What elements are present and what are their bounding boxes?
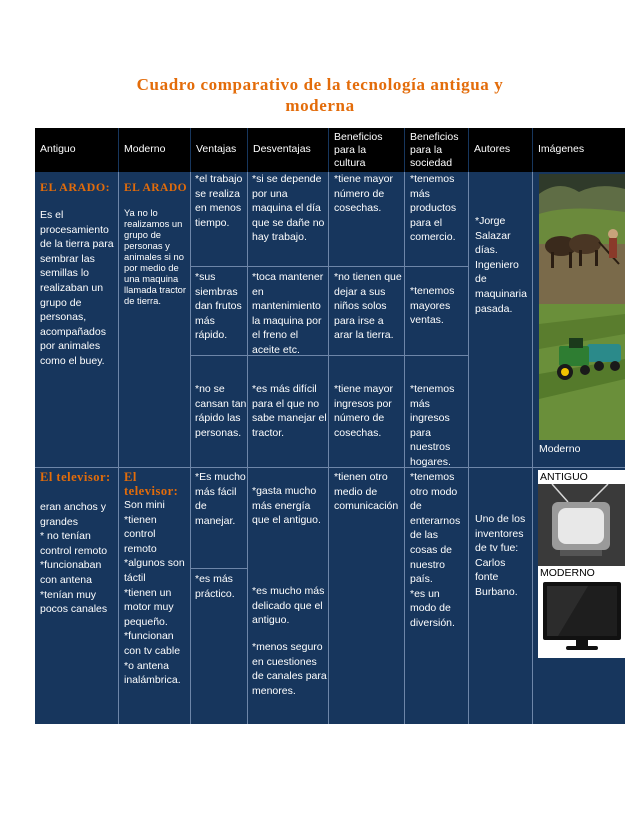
desventaja-arado-2: *toca mantener en mantenimiento la maquina por el freno el aceite etc. (252, 271, 324, 356)
arado-image-caption: Moderno (539, 443, 581, 455)
beneficio-sociedad-arado-3: *tenemos más ingresos para nuestros hogares. (410, 383, 455, 468)
ventaja-arado-3: *no se cansan tan rápido las personas. (195, 383, 247, 439)
moderno-tv-text: Son mini *tienen control remoto *algunos son táctil *tienen un motor muy pequeño. *funcionan con tv cable *o antena inalámbrica. (124, 499, 185, 687)
antiguo-tv-text: eran anchos y grandes * no tenían control remoto *funcionaban con antena *tenían muy pocos canales (40, 501, 108, 616)
desventaja-arado-1: *si se depende por una maquina el día que se dañe no hay trabajo. (252, 173, 325, 244)
header-antiguo: Antiguo (35, 128, 118, 172)
arado-photo (539, 174, 625, 440)
header-moderno: Moderno (119, 128, 190, 172)
ventaja-tv-1: *Es mucho más fácil de manejar. (195, 471, 246, 527)
beneficio-cultura-arado-3: *tiene mayor ingresos por número de cosechas. (334, 383, 393, 439)
header-imagenes: Imágenes (533, 128, 625, 172)
beneficio-sociedad-arado-1: *tenemos más productos para el comercio. (410, 173, 457, 244)
desventaja-tv-3: *menos seguro en cuestiones de canales para menores. (252, 641, 327, 697)
header-ventajas: Ventajas (191, 128, 247, 172)
beneficio-sociedad-tv: *tenemos otro modo de enterarnos de las cosas de nuestro país. *es un modo de diversión. (410, 471, 461, 629)
moderno-arado-cell (124, 181, 188, 306)
ventaja-tv-2: *es más práctico. (195, 573, 235, 600)
autores-tv: Uno de los inventores de tv fue: Carlos fonte Burbano. (475, 513, 526, 598)
desventaja-tv-2: *es mucho más delicado que el antiguo. (252, 585, 325, 627)
antiguo-arado-heading: EL ARADO: (40, 180, 111, 194)
ventaja-arado-1: *el trabajo se realiza en menos tiempo. (195, 173, 243, 229)
ventaja-arado-2: *sus siembras dan frutos más rápido. (195, 271, 242, 342)
moderno-tv-heading: El televisor: (124, 470, 179, 498)
antiguo-arado-cell (40, 180, 116, 369)
antiguo-arado-text: Es el procesamiento de la tierra para sembrar las semillas lo realizaban un grupo de personas, acompañados por animales como el buey. (40, 209, 114, 367)
old-tv-picture (538, 484, 625, 566)
antiguo-tv-cell (40, 470, 118, 617)
arado-image (539, 174, 625, 440)
moderno-tv-cell (124, 470, 190, 688)
beneficio-cultura-tv: *tienen otro medio de comunicación (334, 471, 399, 513)
tv-antiguo-panel (538, 470, 625, 566)
moderno-arado-heading: EL ARADO (124, 182, 188, 194)
header-beneficios-cultura: Beneficios para la cultura (329, 128, 404, 172)
comparison-table (35, 128, 625, 724)
antiguo-tv-heading: El televisor: (40, 470, 111, 484)
header-beneficios-sociedad: Beneficios para la sociedad (405, 128, 468, 172)
desventaja-tv-1: *gasta mucho más energía que el antiguo. (252, 485, 321, 527)
tv-antiguo-label: ANTIGUO (540, 471, 588, 483)
beneficio-cultura-arado-2: *no tienen que dejar a sus niños solos para irse a arar la tierra. (334, 271, 402, 342)
modern-tv-picture (538, 578, 625, 658)
document-title: Cuadro comparativo de la tecnología antigua y moderna (136, 75, 504, 115)
beneficio-sociedad-arado-2: *tenemos mayores ventas. (410, 285, 455, 327)
desventaja-arado-3: *es más difícil para el que no sabe manejar el tractor. (252, 383, 327, 439)
autores-arado: *Jorge Salazar días. Ingeniero de maquinaria pasada. (475, 215, 527, 315)
header-desventajas: Desventajas (248, 128, 328, 172)
header-autores: Autores (469, 128, 532, 172)
beneficio-cultura-arado-1: *tiene mayor número de cosechas. (334, 173, 393, 215)
tv-moderno-label: MODERNO (540, 567, 595, 579)
tv-moderno-panel (538, 566, 625, 658)
moderno-arado-text: Ya no lo realizamos un grupo de personas y animales si no por medio de una maquina llamada tractor de tierra. (124, 207, 187, 306)
